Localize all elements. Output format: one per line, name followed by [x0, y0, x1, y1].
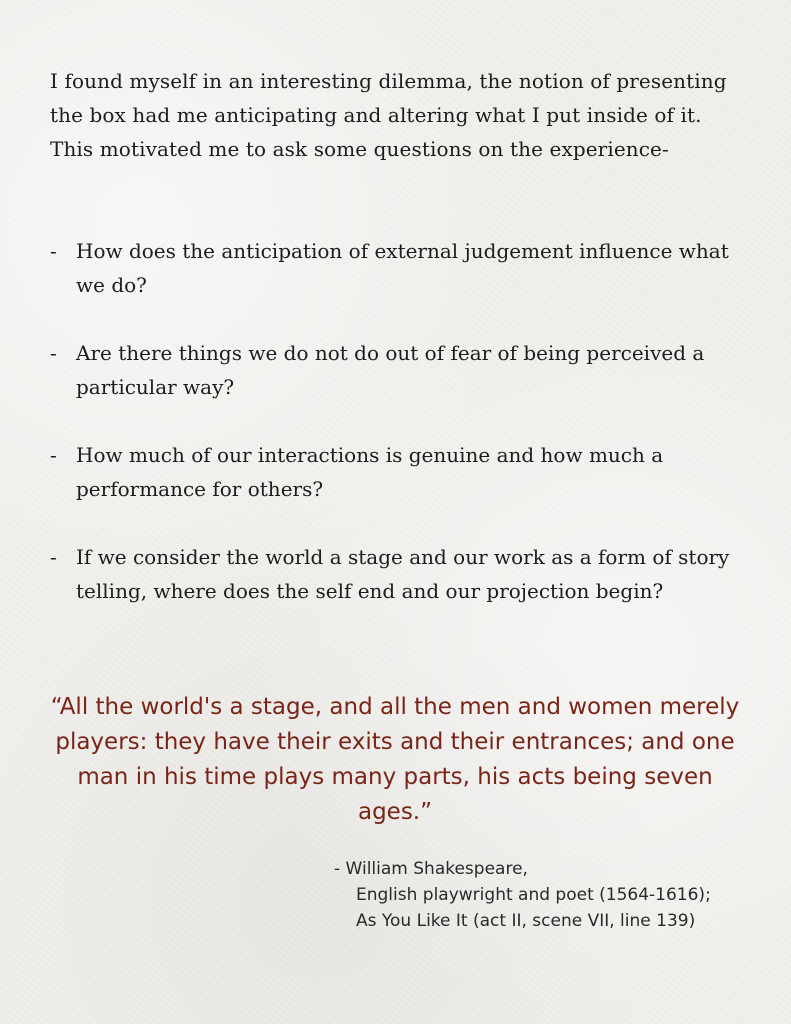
bullet-dash: -: [50, 443, 57, 467]
intro-paragraph: I found myself in an interesting dilemma, the notion of presenting the box had me anticipating and altering what I put inside of it. This motivated me to ask some questions on the experience-: [50, 69, 727, 161]
question-text: How does the anticipation of external judgement influence what we do?: [76, 239, 729, 297]
question-text: How much of our interactions is genuine and how much a performance for others?: [76, 443, 664, 501]
question-text: If we consider the world a stage and our work as a form of story telling, where does the self end and our projection begin?: [76, 545, 730, 603]
question-item: [50, 234, 750, 302]
attribution-source: As You Like It (act II, scene VII, line 139): [356, 911, 696, 931]
shakespeare-quote: “All the world's a stage, and all the men and women merely players: they have their exits and their entrances; and one man in his time plays many parts, his acts being seven ages.”: [50, 694, 740, 825]
bullet-dash: -: [50, 341, 57, 365]
question-text: Are there things we do not do out of fear of being perceived a particular way?: [76, 341, 705, 399]
question-list: [50, 234, 750, 642]
question-item: [50, 540, 750, 608]
attribution-author: - William Shakespeare,: [334, 859, 528, 879]
bullet-dash: -: [50, 545, 57, 569]
question-item: [50, 438, 750, 506]
bullet-dash: -: [50, 239, 57, 263]
quote-attribution: [334, 856, 774, 934]
question-item: [50, 336, 750, 404]
attribution-description: English playwright and poet (1564-1616);: [356, 885, 711, 905]
